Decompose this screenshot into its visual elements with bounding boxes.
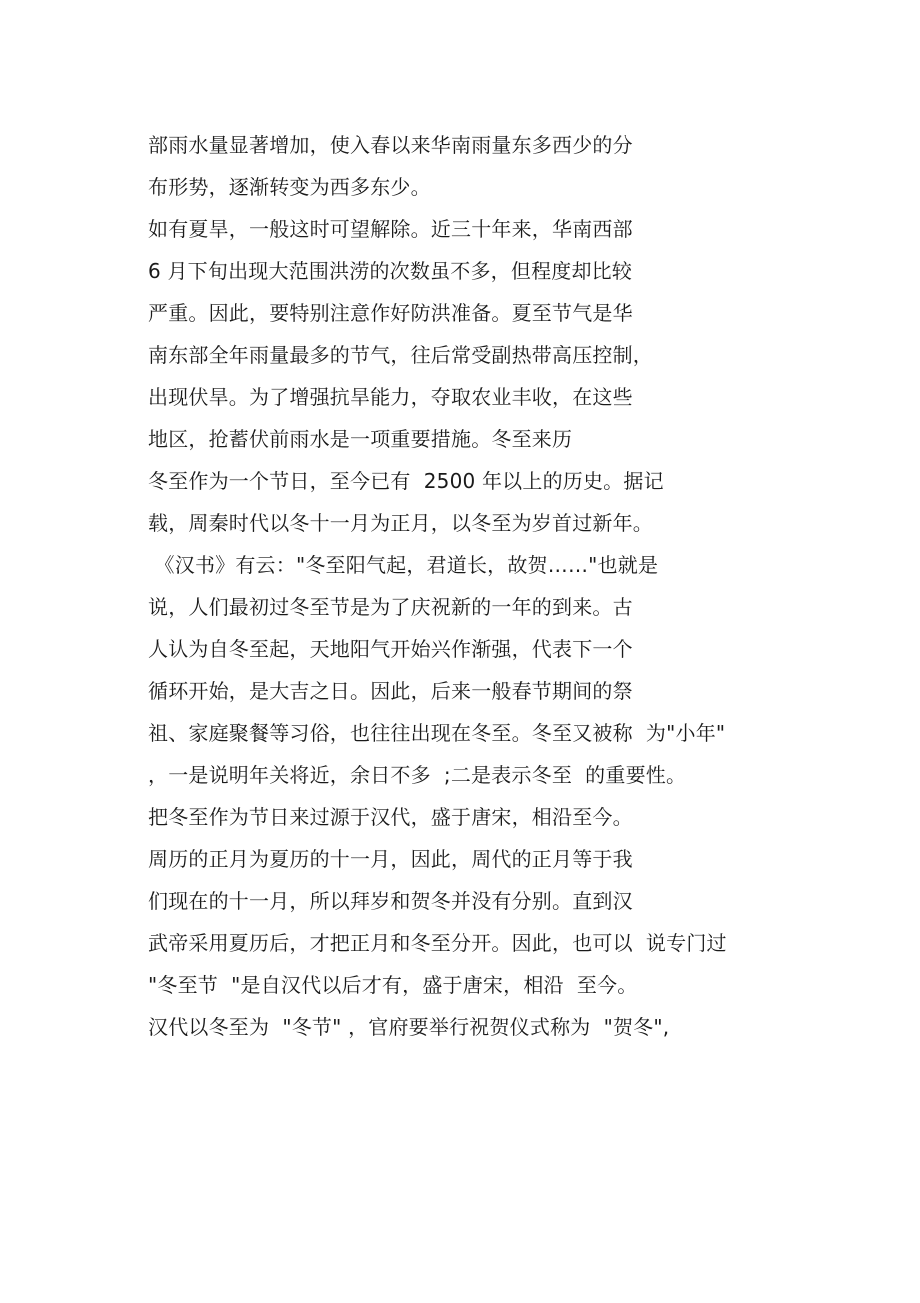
text-line: 《汉书》有云："冬至阳气起，君道长，故贺……"也就是: [148, 553, 659, 577]
text-line: 地区，抢蓄伏前雨水是一项重要措施。冬至来历: [148, 427, 573, 451]
body-text: [148, 124, 848, 1048]
text-line: 武帝采用夏历后，才把正月和冬至分开。因此，也可以 说专门过: [148, 931, 727, 955]
text-line: "冬至节 "是自汉代以后才有，盛于唐宋，相沿 至今。: [148, 973, 638, 997]
text-line: 6 月下旬出现大范围洪涝的次数虽不多，但程度却比较: [148, 259, 633, 283]
text-line: 如有夏旱，一般这时可望解除。近三十年来，华南西部: [148, 217, 633, 241]
text-line: 循环开始，是大吉之日。因此，后来一般春节期间的祭: [148, 679, 633, 703]
text-line: 布形势，逐渐转变为西多东少。: [148, 175, 431, 199]
text-line: 人认为自冬至起，天地阳气开始兴作渐强，代表下一个: [148, 637, 633, 661]
text-line: 周历的正月为夏历的十一月，因此，周代的正月等于我: [148, 847, 633, 871]
text-line: ，一是说明年关将近，余日不多 ;二是表示冬至 的重要性。: [148, 763, 687, 787]
text-line: 们现在的十一月，所以拜岁和贺冬并没有分别。直到汉: [148, 889, 633, 913]
text-line: 载，周秦时代以冬十一月为正月，以冬至为岁首过新年。: [148, 511, 653, 535]
text-line: 南东部全年雨量最多的节气，往后常受副热带高压控制，: [148, 343, 653, 367]
text-line: 祖、家庭聚餐等习俗，也往往出现在冬至。冬至又被称 为"小年": [148, 721, 726, 745]
text-line: 说，人们最初过冬至节是为了庆祝新的一年的到来。古: [148, 595, 633, 619]
text-line: 严重。因此，要特别注意作好防洪准备。夏至节气是华: [148, 301, 633, 325]
text-line: 冬至作为一个节日，至今已有 2500 年以上的历史。据记: [148, 469, 664, 493]
text-line: 部雨水量显著增加，使入春以来华南雨量东多西少的分: [148, 133, 633, 157]
text-line: 出现伏旱。为了增强抗旱能力，夺取农业丰收，在这些: [148, 385, 633, 409]
text-line: 汉代以冬至为 "冬节" ，官府要举行祝贺仪式称为 "贺冬",: [148, 1015, 670, 1039]
text-line: 把冬至作为节日来过源于汉代，盛于唐宋，相沿至今。: [148, 805, 633, 829]
